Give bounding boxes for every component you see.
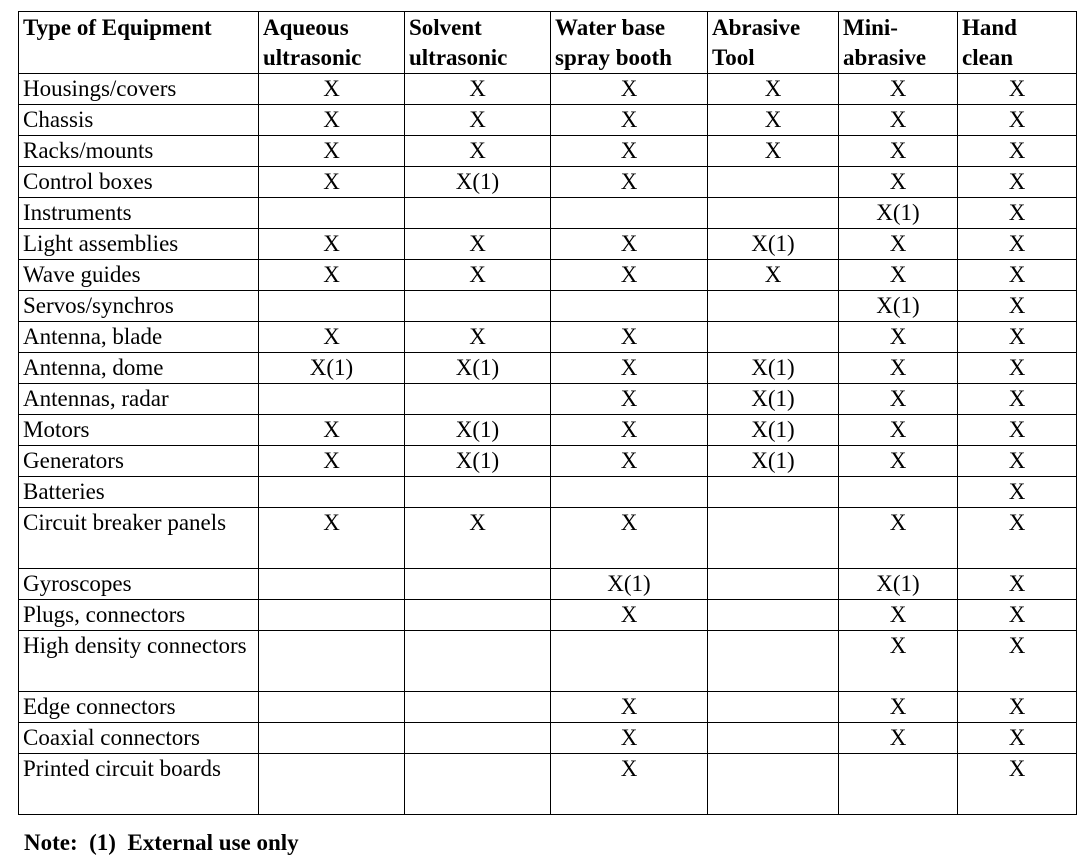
method-cell (259, 291, 405, 322)
method-cell (405, 384, 551, 415)
method-cell: X (551, 723, 708, 754)
method-cell (259, 198, 405, 229)
table-row (19, 754, 1077, 815)
table-header-row (19, 12, 1077, 74)
table-row (19, 446, 1077, 477)
method-cell (405, 754, 551, 815)
equipment-type-cell: Circuit breaker panels (19, 508, 259, 569)
method-cell (708, 754, 839, 815)
equipment-type-cell: Antenna, blade (19, 322, 259, 353)
table-row (19, 322, 1077, 353)
method-cell (405, 692, 551, 723)
equipment-type-cell: Racks/mounts (19, 136, 259, 167)
method-cell: X (708, 136, 839, 167)
table-row (19, 229, 1077, 260)
method-cell: X (839, 74, 958, 105)
method-cell: X (708, 105, 839, 136)
method-cell: X(1) (839, 198, 958, 229)
footnote: Note: (1) External use only (24, 830, 299, 855)
method-cell (839, 754, 958, 815)
table-row (19, 353, 1077, 384)
method-cell: X (708, 74, 839, 105)
equipment-type-cell: Gyroscopes (19, 569, 259, 600)
method-cell: X (958, 198, 1077, 229)
header-solvent-ultrasonic: Solvent ultrasonic (405, 12, 551, 74)
method-cell: X (259, 74, 405, 105)
method-cell: X (259, 260, 405, 291)
method-cell: X (839, 446, 958, 477)
method-cell: X(1) (839, 291, 958, 322)
table-row (19, 692, 1077, 723)
equipment-type-cell: Chassis (19, 105, 259, 136)
method-cell: X(1) (551, 569, 708, 600)
table-row (19, 569, 1077, 600)
method-cell: X (259, 415, 405, 446)
method-cell: X(1) (259, 353, 405, 384)
equipment-cleaning-table (18, 11, 1077, 815)
method-cell: X (839, 260, 958, 291)
method-cell: X (839, 353, 958, 384)
method-cell (708, 600, 839, 631)
method-cell (405, 569, 551, 600)
method-cell: X (958, 322, 1077, 353)
method-cell (708, 291, 839, 322)
method-cell: X (551, 105, 708, 136)
method-cell: X (405, 508, 551, 569)
method-cell: X (259, 167, 405, 198)
method-cell (708, 569, 839, 600)
method-cell (259, 569, 405, 600)
method-cell: X (551, 600, 708, 631)
method-cell: X (551, 384, 708, 415)
method-cell: X (551, 508, 708, 569)
method-cell: X (551, 229, 708, 260)
method-cell: X (551, 74, 708, 105)
method-cell: X (839, 167, 958, 198)
equipment-type-cell: Servos/synchros (19, 291, 259, 322)
table-row (19, 167, 1077, 198)
method-cell: X (405, 105, 551, 136)
method-cell: X (958, 723, 1077, 754)
method-cell: X (839, 105, 958, 136)
table-row (19, 477, 1077, 508)
method-cell: X (958, 569, 1077, 600)
method-cell: X (958, 692, 1077, 723)
method-cell: X (839, 692, 958, 723)
method-cell: X (405, 260, 551, 291)
equipment-type-cell: Printed circuit boards (19, 754, 259, 815)
method-cell (551, 198, 708, 229)
method-cell (708, 692, 839, 723)
method-cell: X(1) (708, 446, 839, 477)
method-cell (708, 723, 839, 754)
method-cell (405, 198, 551, 229)
equipment-type-cell: Antennas, radar (19, 384, 259, 415)
equipment-type-cell: Motors (19, 415, 259, 446)
method-cell: X(1) (708, 229, 839, 260)
method-cell: X (958, 508, 1077, 569)
method-cell: X (958, 600, 1077, 631)
method-cell: X(1) (405, 353, 551, 384)
method-cell: X (839, 384, 958, 415)
table-row (19, 136, 1077, 167)
equipment-type-cell: Edge connectors (19, 692, 259, 723)
header-type-of-equipment: Type of Equipment (19, 12, 259, 74)
method-cell: X (958, 477, 1077, 508)
table-row (19, 384, 1077, 415)
method-cell: X (958, 229, 1077, 260)
table-row (19, 600, 1077, 631)
method-cell: X (708, 260, 839, 291)
method-cell: X(1) (405, 167, 551, 198)
method-cell: X (839, 415, 958, 446)
equipment-type-cell: Batteries (19, 477, 259, 508)
method-cell: X (958, 384, 1077, 415)
header-mini-abrasive: Mini-abrasive (839, 12, 958, 74)
equipment-type-cell: Coaxial connectors (19, 723, 259, 754)
method-cell: X (551, 260, 708, 291)
method-cell: X (958, 291, 1077, 322)
method-cell: X (958, 353, 1077, 384)
method-cell (708, 167, 839, 198)
method-cell: X (551, 353, 708, 384)
method-cell: X (551, 167, 708, 198)
method-cell: X (551, 322, 708, 353)
method-cell: X (839, 229, 958, 260)
method-cell: X (259, 136, 405, 167)
equipment-type-cell: Light assemblies (19, 229, 259, 260)
method-cell (405, 631, 551, 692)
method-cell: X (958, 167, 1077, 198)
method-cell: X (958, 631, 1077, 692)
table-row (19, 415, 1077, 446)
method-cell (708, 508, 839, 569)
method-cell: X (958, 446, 1077, 477)
header-water-base-spray-booth: Water base spray booth (551, 12, 708, 74)
method-cell (551, 291, 708, 322)
method-cell (551, 477, 708, 508)
method-cell (708, 322, 839, 353)
method-cell (405, 723, 551, 754)
equipment-type-cell: Antenna, dome (19, 353, 259, 384)
method-cell (259, 631, 405, 692)
method-cell: X (405, 74, 551, 105)
method-cell: X (839, 723, 958, 754)
method-cell: X (839, 136, 958, 167)
equipment-type-cell: Plugs, connectors (19, 600, 259, 631)
method-cell (405, 600, 551, 631)
method-cell: X (405, 229, 551, 260)
equipment-type-cell: Housings/covers (19, 74, 259, 105)
method-cell (708, 198, 839, 229)
equipment-type-cell: Wave guides (19, 260, 259, 291)
method-cell: X (958, 754, 1077, 815)
equipment-cleaning-table-wrapper (18, 11, 1077, 815)
method-cell: X (551, 692, 708, 723)
table-row (19, 260, 1077, 291)
method-cell: X (958, 136, 1077, 167)
method-cell: X (839, 631, 958, 692)
equipment-type-cell: Control boxes (19, 167, 259, 198)
method-cell: X(1) (839, 569, 958, 600)
table-row (19, 198, 1077, 229)
method-cell: X (259, 508, 405, 569)
method-cell: X (958, 415, 1077, 446)
method-cell: X (259, 446, 405, 477)
method-cell: X (405, 322, 551, 353)
method-cell (259, 384, 405, 415)
method-cell: X(1) (405, 446, 551, 477)
method-cell: X (958, 105, 1077, 136)
table-row (19, 291, 1077, 322)
method-cell: X (551, 754, 708, 815)
method-cell (259, 477, 405, 508)
method-cell: X (551, 446, 708, 477)
method-cell: X (551, 415, 708, 446)
method-cell: X(1) (708, 384, 839, 415)
equipment-type-cell: Instruments (19, 198, 259, 229)
method-cell (405, 291, 551, 322)
method-cell: X (839, 508, 958, 569)
table-body (19, 74, 1077, 815)
method-cell (259, 692, 405, 723)
table-row (19, 74, 1077, 105)
method-cell (708, 477, 839, 508)
table-row (19, 508, 1077, 569)
table-row (19, 723, 1077, 754)
method-cell (405, 477, 551, 508)
method-cell: X (839, 600, 958, 631)
method-cell: X(1) (405, 415, 551, 446)
method-cell (708, 631, 839, 692)
header-abrasive-tool: Abrasive Tool (708, 12, 839, 74)
method-cell: X (958, 260, 1077, 291)
method-cell (839, 477, 958, 508)
method-cell: X(1) (708, 415, 839, 446)
header-hand-clean: Hand clean (958, 12, 1077, 74)
method-cell: X (259, 105, 405, 136)
header-aqueous-ultrasonic: Aqueous ultrasonic (259, 12, 405, 74)
method-cell (259, 754, 405, 815)
equipment-type-cell: Generators (19, 446, 259, 477)
method-cell (551, 631, 708, 692)
method-cell: X(1) (708, 353, 839, 384)
method-cell (259, 600, 405, 631)
method-cell (259, 723, 405, 754)
table-row (19, 105, 1077, 136)
table-row (19, 631, 1077, 692)
equipment-type-cell: High density connectors (19, 631, 259, 692)
method-cell: X (958, 74, 1077, 105)
method-cell: X (259, 229, 405, 260)
method-cell: X (259, 322, 405, 353)
method-cell: X (405, 136, 551, 167)
method-cell: X (551, 136, 708, 167)
method-cell: X (839, 322, 958, 353)
